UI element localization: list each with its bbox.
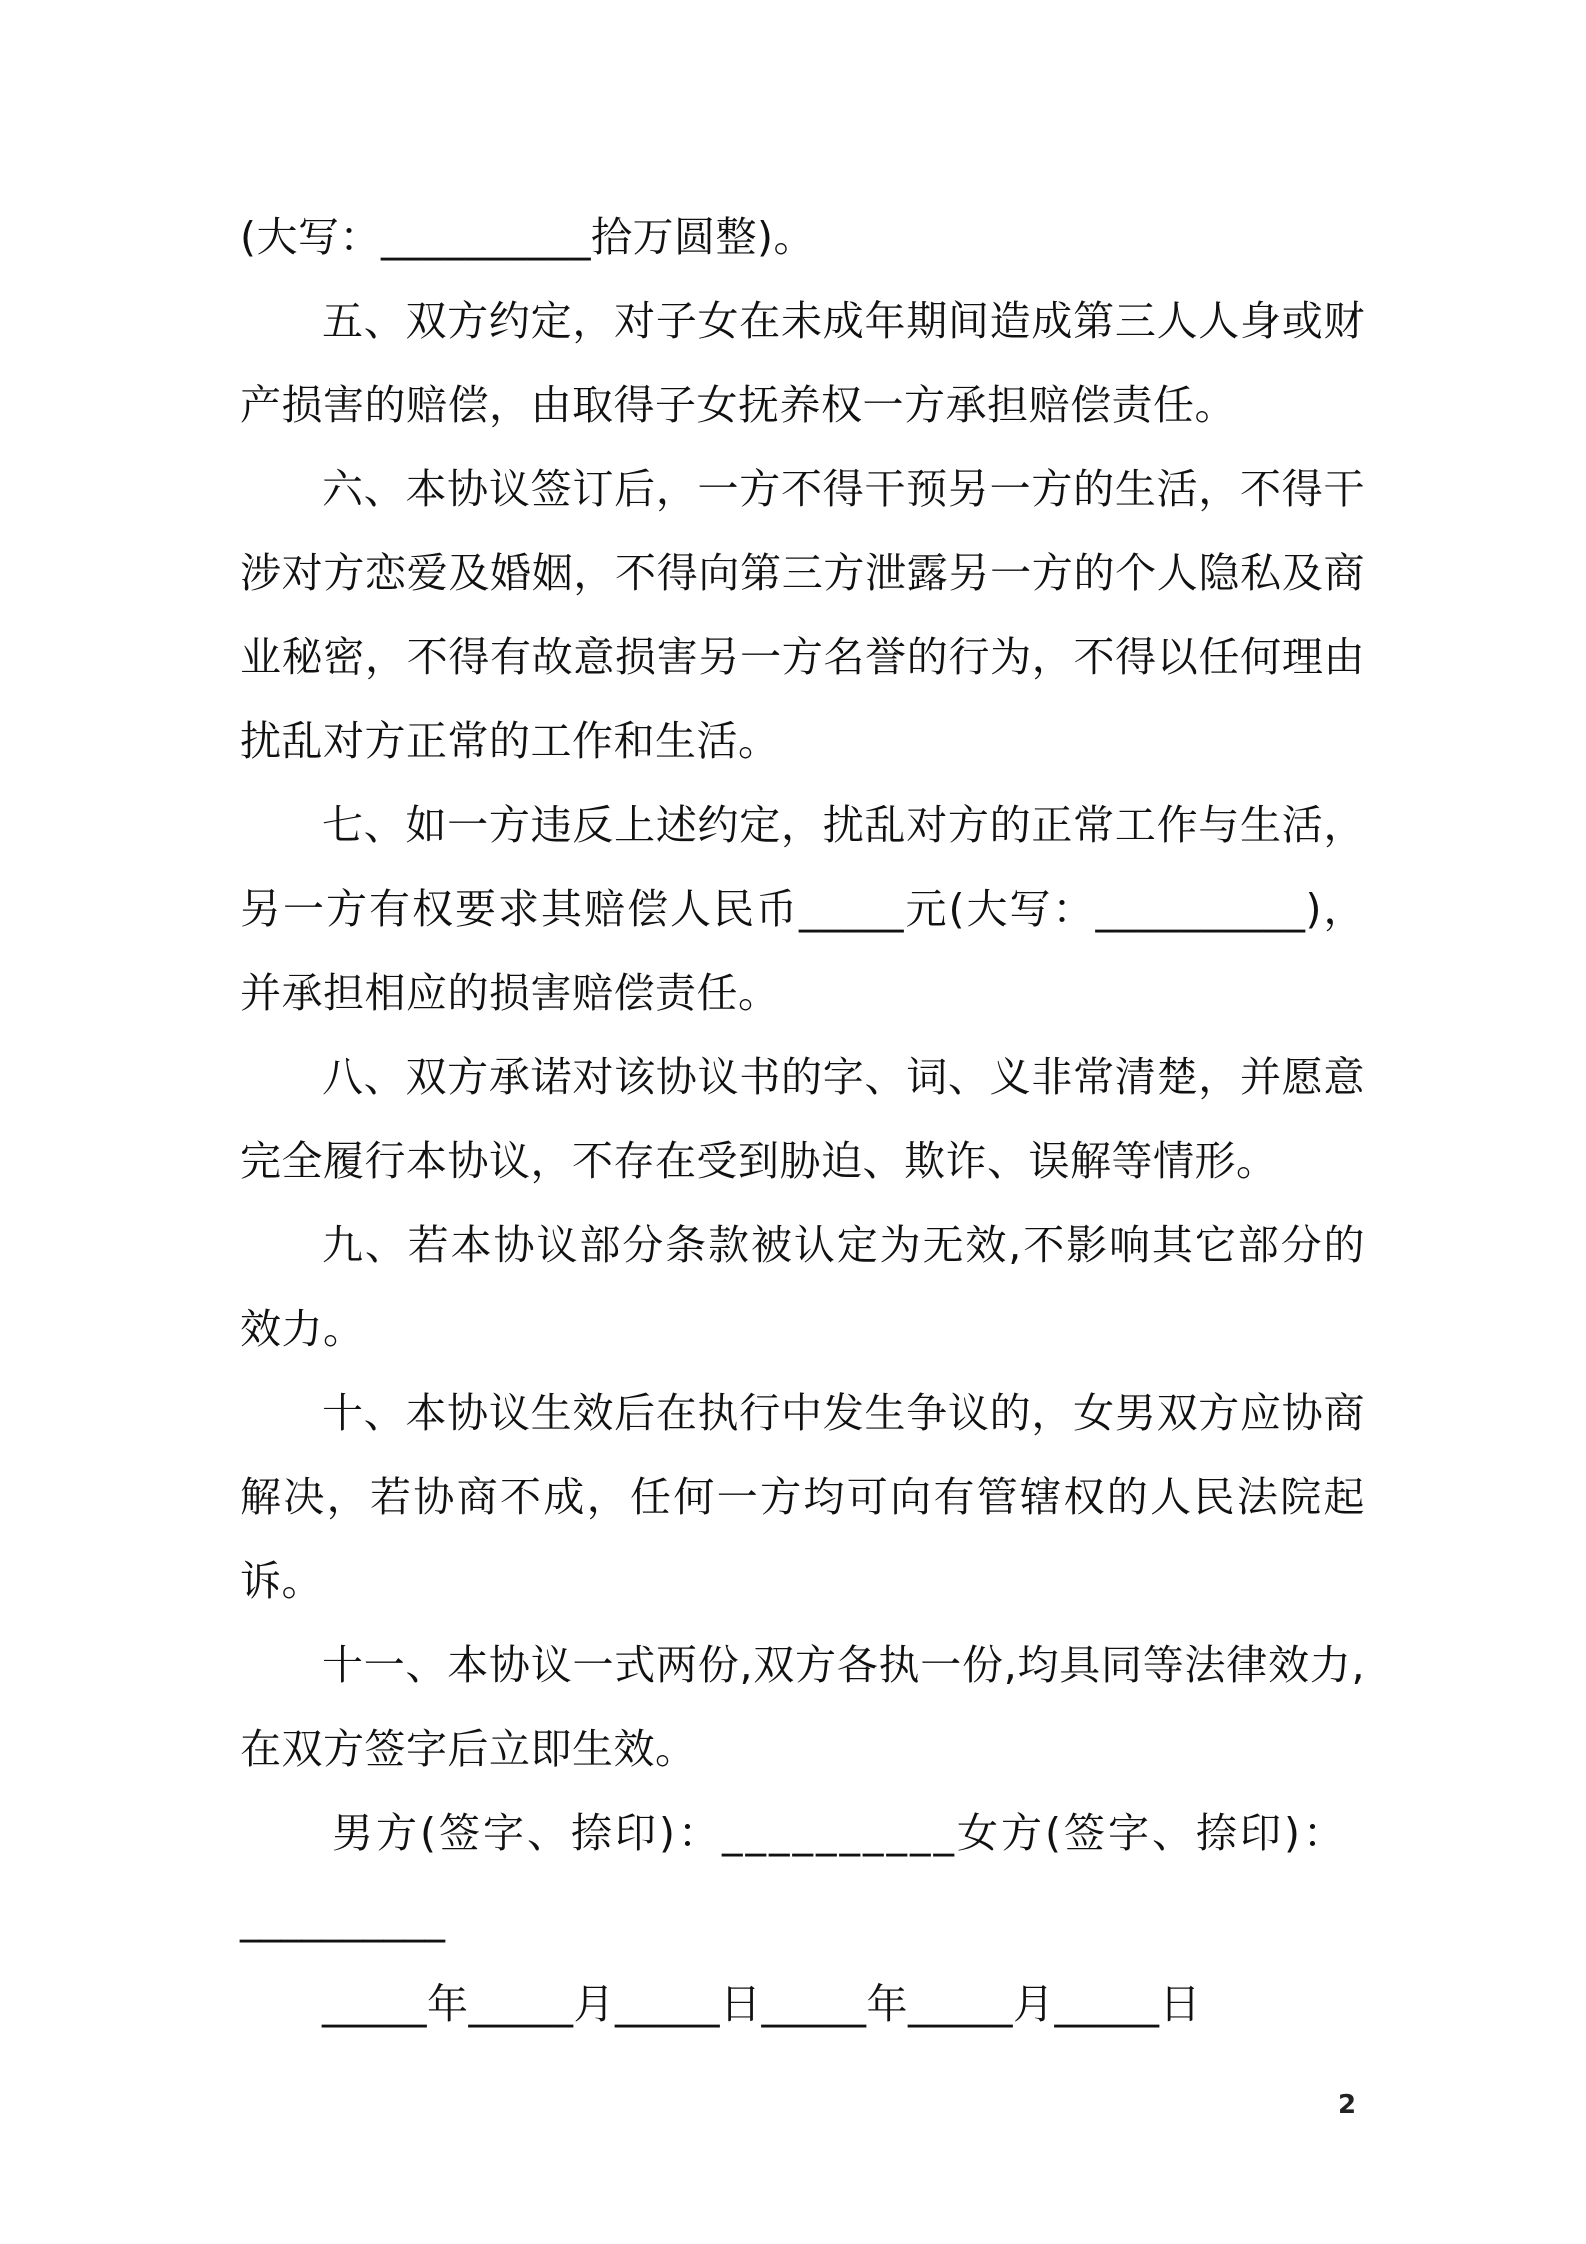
clause-8: 八、双方承诺对该协议书的字、词、义非常清楚，并愿意完全履行本协议，不存在受到胁迫、欺诈、误解等情形。 xyxy=(240,1053,1365,1185)
page-number: 2 xyxy=(1338,2090,1357,2120)
clause-10: 十、本协议生效后在执行中发生争议的，女男双方应协商解决，若协商不成，任何一方均可向有管辖权的人民法院起诉。 xyxy=(240,1389,1365,1605)
clause-5: 五、双方约定，对子女在未成年期间造成第三人人身或财产损害的赔偿，由取得子女抚养权一方承担赔偿责任。 xyxy=(240,297,1365,429)
date-line: _____年_____月_____日_____年_____月_____日 xyxy=(322,1980,1201,2028)
paragraph-amount-capital: (大写：__________拾万圆整)。 xyxy=(240,213,815,261)
signature-tail-blank: __________ xyxy=(240,1895,445,1943)
clause-11: 十一、本协议一式两份,双方各执一份,均具同等法律效力,在双方签字后立即生效。 xyxy=(240,1641,1365,1773)
clause-9: 九、若本协议部分条款被认定为无效,不影响其它部分的效力。 xyxy=(240,1221,1365,1353)
signature-line: 男方(签字、捺印)：__________女方(签字、捺印)： xyxy=(332,1809,1347,1857)
document-body xyxy=(240,195,1365,2046)
clause-6: 六、本协议签订后，一方不得干预另一方的生活，不得干涉对方恋爱及婚姻，不得向第三方泄露另一方的个人隐私及商业秘密，不得有故意损害另一方名誉的行为，不得以任何理由扰乱对方正常的工作和生活。 xyxy=(240,465,1365,765)
clause-7: 七、如一方违反上述约定，扰乱对方的正常工作与生活，另一方有权要求其赔偿人民币_____元(大写：__________)，并承担相应的损害赔偿责任。 xyxy=(240,801,1365,1017)
